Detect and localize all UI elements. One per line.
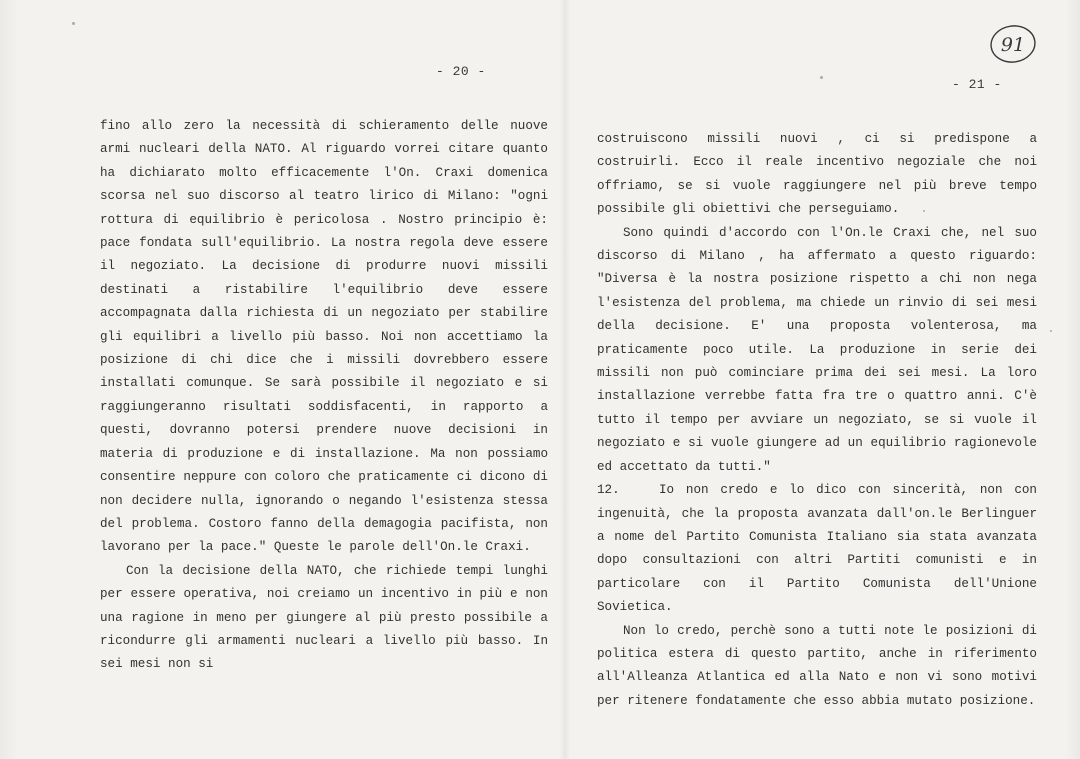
left-paragraph-1: fino allo zero la necessità di schieramento delle nuove armi nucleari della NATO. Al riguardo vorrei citare quanto ha dichiarato molto efficacemente l'On. Craxi domenica scorsa nel suo discorso al teatro lirico di Milano: "ogni rottura di equilibrio è pericolosa . Nostro principio è: pace fondata sull'equilibrio. La nostra regola deve essere il negoziato. La decisione di produrre nuovi missili destinati a ristabilire l'equilibrio deve essere accompagnata dalla richiesta di un negoziato per stabilire gli equilibri a livello più basso. Noi non accettiamo la posizione di chi dice che i missili dovrebbero essere installati comunque. Se sarà possibile il negoziato e si raggiungeranno risultati soddisfacenti, in rapporto a questi, dovranno potersi prendere nuove decisioni in materia di produzione e di installazione. Ma non possiamo consentire neppure con coloro che praticamente ci dicono di non decidere nulla, ignorando o negando l'esistenza stessa del problema. Costoro fanno della demagogia pacifista, non lavorano per la pace." Queste le parole dell'On.le Craxi. (100, 119, 548, 555)
left-page-number: - 20 - (436, 64, 486, 79)
scan-speck (72, 22, 75, 25)
right-paragraph-1: costruiscono missili nuovi , ci si predispone a costruirli. Ecco il reale incentivo negoziale che noi offriamo, se si vuole raggiungere nel più breve tempo possibile gli obiettivi che perseguiamo. (597, 132, 1037, 217)
scan-speck (1050, 330, 1052, 332)
numbered-paragraph-text: Io non credo e lo dico con sincerità, non con ingenuità, che la proposta avanzata dall'on.le Berlinguer a nome del Partito Comunista Italiano sia stata avanzata dopo consultazioni con altri Partiti comunisti e in particolare con il Partito Comunista dell'Unione Sovietica. (597, 483, 1037, 615)
left-page-text (100, 115, 548, 677)
left-paragraph-2: Con la decisione della NATO, che richiede tempi lunghi per essere operativa, noi creiamo un incentivo in più e non una ragione in meno per giungere al più presto possibile a ricondurre gli armamenti nucleari a livello più basso. In sei mesi non si (100, 563, 548, 672)
page-stamp-91 (987, 22, 1039, 66)
paragraph-number: 12. (597, 483, 620, 498)
right-paragraph-closing: Non lo credo, perchè sono a tutti note le posizioni di politica estera di questo partito, anche in riferimento all'Alleanza Atlantica ed alla Nato e non vi sono motivi per ritenere fondatamente che esso abbia mutato posizione. (597, 623, 1037, 708)
scan-speck (820, 76, 823, 79)
right-page-text (597, 128, 1037, 713)
scan-speck (923, 210, 925, 212)
stamp-number: 91 (1000, 34, 1026, 56)
handwritten-circle-icon (987, 22, 1039, 66)
right-page-number: - 21 - (952, 77, 1002, 92)
right-paragraph-2: Sono quindi d'accordo con l'On.le Craxi che, nel suo discorso di Milano , ha affermato a questo riguardo: "Diversa è la nostra posizione rispetto a chi non nega l'esistenza del problema, ma chiede un rinvio di sei mesi della decisione. E' una proposta volenterosa, ma praticamente poco utile. La produzione in serie dei missili non può cominciare prima dei sei mesi. La loro installazione verrebbe fatta fra tre o quattro anni. C'è tutto il tempo per avviare un negoziato, se si vuole il negoziato e si vuole giungere ad un equilibrio ragionevole ed accettato da tutti." (597, 225, 1037, 474)
page-gutter (560, 0, 570, 759)
right-paragraph-numbered (597, 479, 1037, 619)
